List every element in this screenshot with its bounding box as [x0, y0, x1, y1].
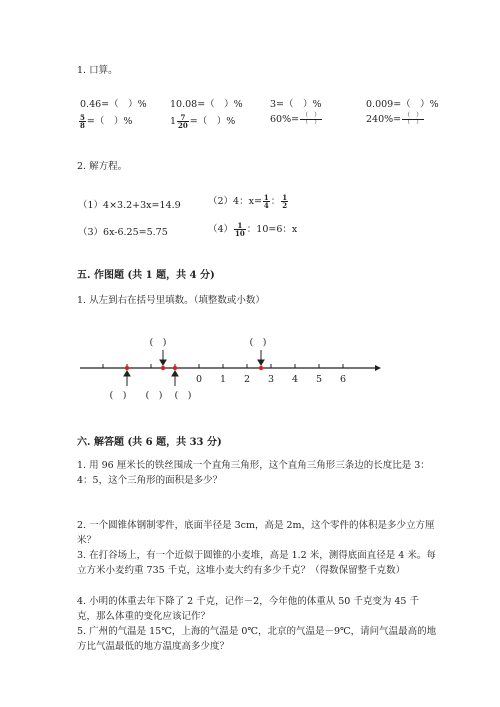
axis-label: 0 — [195, 374, 203, 385]
blank-fraction: $\frac{( )}{( )}$ — [302, 112, 321, 126]
question-text: 3. 在打谷场上，有一个近似于圆锥的小麦堆，高是 1.2 米，测得底面直径是 4 米。每立方米小麦约重 735 千克，这堆小麦大约有多少千克？（得数保留整千克数） — [77, 550, 436, 576]
answer-paren: ( ) — [149, 337, 167, 348]
answer-paren: ( ) — [109, 390, 127, 401]
axis-label: 4 — [291, 374, 299, 385]
arrows-up — [124, 371, 178, 386]
fraction: $\frac{1}{4}$ — [263, 193, 269, 210]
fraction: $\frac{7}{20}$ — [178, 113, 188, 130]
blank-fraction: $\frac{( )}{( )}$ — [404, 112, 423, 126]
axis-label: 2 — [243, 374, 251, 385]
question-text: 1. 从左到右在括号里填数。（填整数或小数） — [77, 295, 265, 306]
equation-item: （3）6x-6.25=5.75 — [78, 227, 168, 238]
axis-label: 3 — [267, 374, 275, 385]
oral-calc-item: 10.08=（ ）% — [170, 99, 243, 110]
equation-item: （4） $\frac{1}{10}$ ：10=6：x — [208, 221, 298, 238]
oral-calc-item: 240%= $\frac{( )}{( )}$ — [366, 112, 423, 126]
answer-paren: ( ) — [249, 337, 267, 348]
oral-calc-item: 0.009=（ ）% — [366, 99, 439, 110]
arrows-down — [160, 350, 264, 365]
oral-calc-item: 3=（ ）% — [270, 99, 322, 110]
section-heading: 五. 作图题 (共 1 题，共 4 分) — [77, 270, 215, 281]
fraction: $\frac{1}{2}$ — [282, 193, 288, 210]
question-text: 1. 用 96 厘米长的铁丝围成一个直角三角形，这个直角三角形三条边的长度比是 3：4：5，这个三角形的面积是多少？ — [77, 460, 430, 486]
question-text: 4. 小明的体重去年下降了 2 千克，记作－2，今年他的体重从 50 千克变为 45 千克，那么体重的变化应该记作？ — [77, 596, 419, 622]
oral-calc-item: $\frac{5}{8}$ =（ ）% — [80, 113, 133, 130]
question-text: 5. 广州的气温是 15℃，上海的气温是 0℃，北京的气温是－9℃，请问气温最高的地方比气温最低的地方温度高多少度？ — [77, 626, 437, 652]
axis-label: 6 — [339, 374, 347, 385]
oral-calc-item: 1 $\frac{7}{20}$ =（ ）% — [170, 113, 236, 130]
oral-calc-item: 60%= $\frac{( )}{( )}$ — [270, 112, 321, 126]
oral-calc-title: 1. 口算。 — [77, 65, 118, 76]
answer-paren: ( ) — [174, 390, 192, 401]
question-text: 2. 一个圆锥体钢制零件，底面半径是 3cm，高是 2m，这个零件的体积是多少立方厘米？ — [77, 520, 435, 546]
ticks — [103, 364, 343, 368]
equation-item: （2）4：x= $\frac{1}{4}$ ： $\frac{1}{2}$ — [208, 193, 288, 210]
fraction: $\frac{1}{10}$ — [235, 221, 245, 238]
answer-paren: ( ) — [145, 390, 163, 401]
equation-title: 2. 解方程。 — [77, 161, 128, 172]
axis-label: 5 — [315, 374, 323, 385]
equation-item: （1）4×3.2+3x=14.9 — [78, 200, 181, 211]
number-line — [75, 330, 385, 405]
arrow-head-icon — [375, 365, 381, 371]
axis-label: 1 — [219, 374, 227, 385]
section-heading: 六. 解答题 (共 6 题，共 33 分) — [77, 437, 222, 448]
oral-calc-item: 0.46=（ ）% — [80, 99, 147, 110]
fraction: $\frac{5}{8}$ — [80, 113, 85, 130]
